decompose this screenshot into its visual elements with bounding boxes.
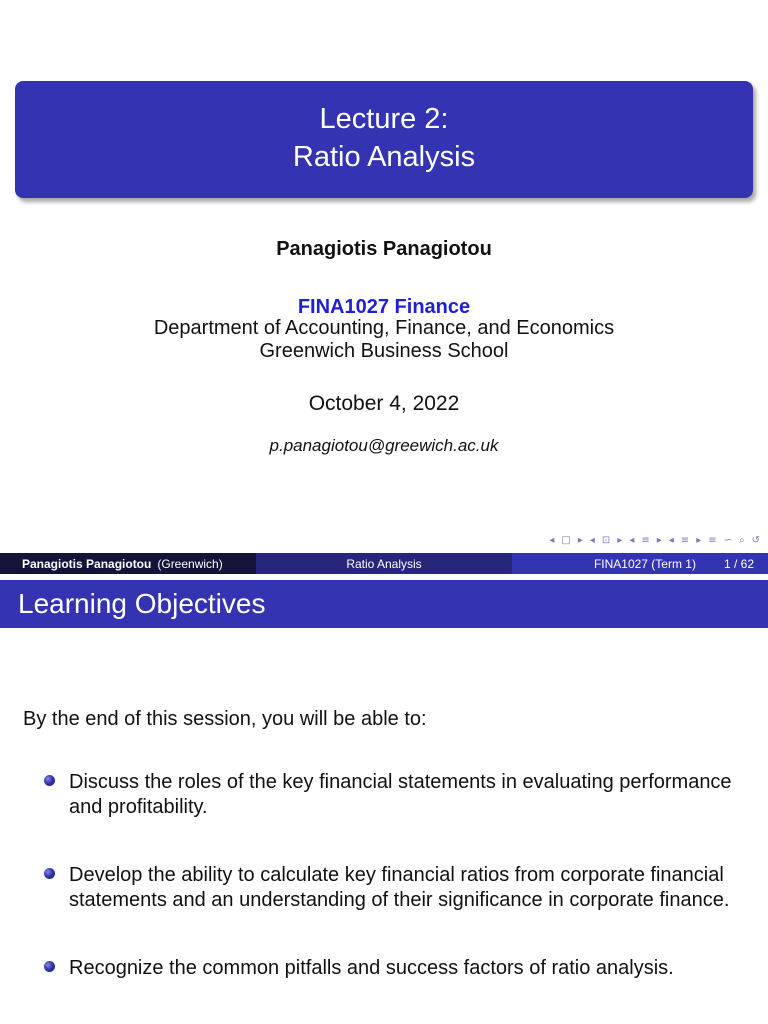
nav-back-icon[interactable]: ∽ [723, 535, 732, 546]
nav-subsection-next-icon[interactable]: ▸ [656, 535, 662, 546]
nav-search-icon[interactable]: ⌕ [739, 535, 745, 546]
lecture-number: Lecture 2: [319, 103, 449, 135]
department: Department of Accounting, Finance, and Economics [153, 317, 615, 339]
footer-short-title: Ratio Analysis [346, 556, 422, 571]
footer-author-section [0, 553, 256, 574]
nav-section-icon[interactable]: ≡ [680, 535, 690, 546]
list-item-text: Discuss the roles of the key financial statements in evaluating performance and profitability. [69, 771, 732, 818]
nav-document-icon[interactable]: ≡ [708, 535, 717, 546]
author-name: Panagiotis Panagiotou [276, 238, 492, 260]
nav-slide-next-icon[interactable]: ▸ [577, 535, 583, 546]
lecture-date: October 4, 2022 [308, 392, 460, 415]
footer-course-section [512, 553, 768, 574]
nav-forward-icon[interactable]: ↺ [751, 535, 760, 546]
footer-page-number: 1 / 62 [723, 556, 754, 571]
bullet-ball-icon [44, 961, 55, 972]
list-item [44, 956, 734, 981]
nav-section-prev-icon[interactable]: ◂ [668, 535, 674, 546]
list-item-text: Develop the ability to calculate key financial ratios from corporate financial statements and an understanding of their significance in corporate finance. [69, 864, 730, 911]
bullet-ball-icon [44, 868, 55, 879]
nav-frame-prev-icon[interactable]: ◂ [589, 535, 595, 546]
frame-title: Learning Objectives [0, 580, 768, 628]
school: Greenwich Business School [259, 340, 509, 362]
objectives-list [44, 770, 734, 981]
intro-text: By the end of this session, you will be able to: [23, 708, 427, 730]
nav-slide-icon[interactable]: □ [561, 535, 571, 546]
title-block [15, 81, 753, 198]
list-item [44, 863, 734, 912]
lecture-title: Ratio Analysis [292, 141, 476, 173]
footer-course-term: FINA1027 (Term 1) [593, 556, 696, 571]
footer-title-section [256, 553, 512, 574]
slide-footer [0, 553, 768, 574]
beamer-navigation-bar [549, 535, 760, 547]
nav-frame-icon[interactable]: ⊡ [601, 535, 611, 546]
course-name: FINA1027 Finance [297, 296, 471, 318]
bullet-ball-icon [44, 775, 55, 786]
footer-author: Panagiotis Panagiotou [22, 556, 152, 571]
nav-subsection-icon[interactable]: ≡ [641, 535, 650, 546]
nav-subsection-prev-icon[interactable]: ◂ [629, 535, 635, 546]
author-email: p.panagiotou@greewich.ac.uk [269, 436, 499, 455]
nav-slide-prev-icon[interactable]: ◂ [549, 535, 555, 546]
list-item-text: Recognize the common pitfalls and success factors of ratio analysis. [69, 957, 674, 979]
footer-institute: (Greenwich) [157, 556, 223, 571]
list-item [44, 770, 734, 819]
nav-section-next-icon[interactable]: ▸ [696, 535, 702, 546]
nav-frame-next-icon[interactable]: ▸ [617, 535, 623, 546]
